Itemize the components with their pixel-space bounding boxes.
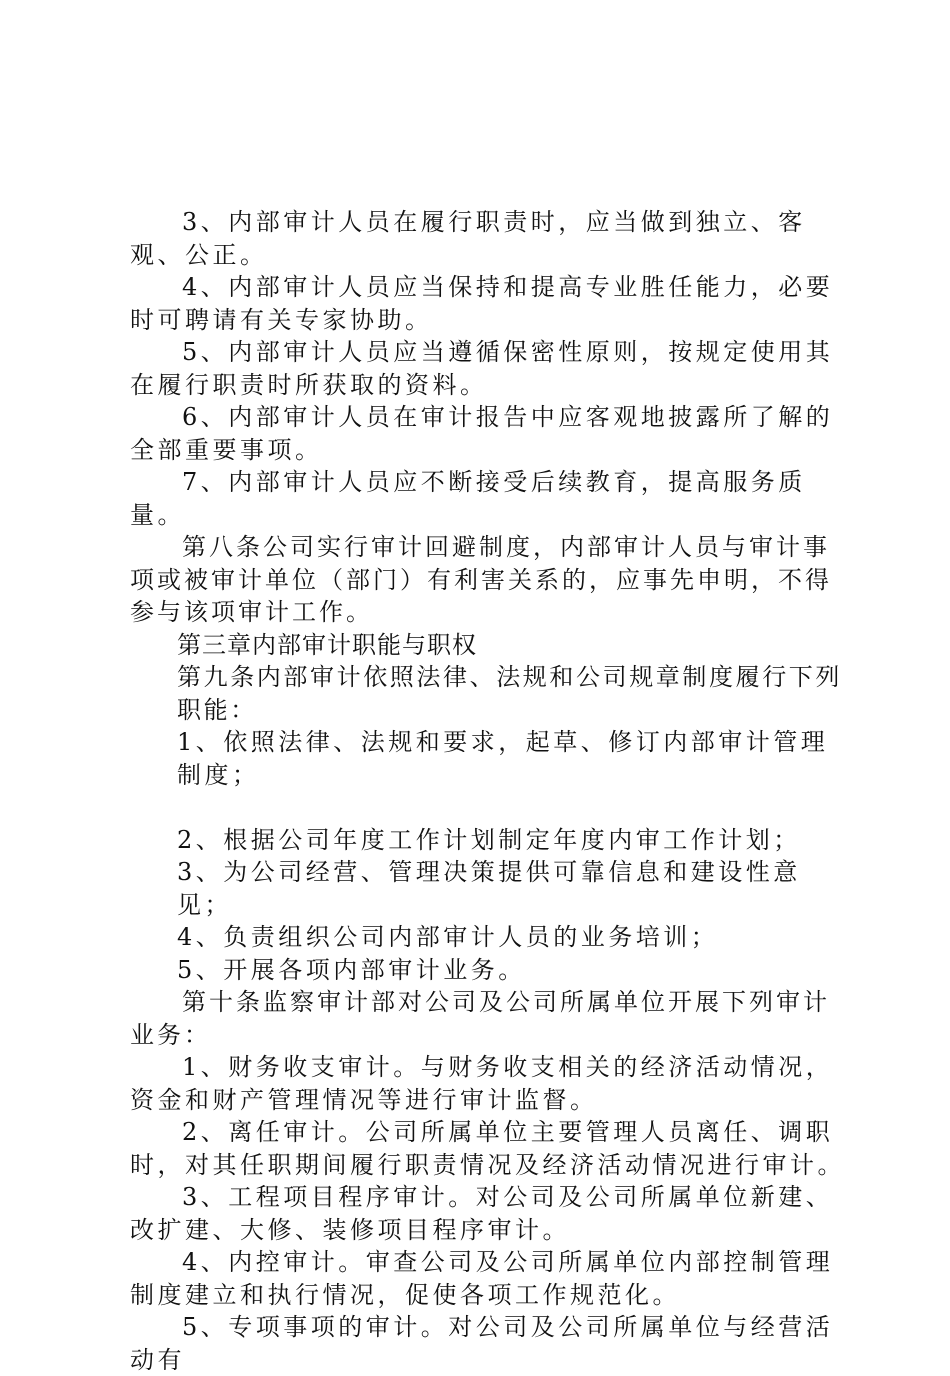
- function-item-4: 4、负责组织公司内部审计人员的业务培训；: [177, 923, 719, 951]
- blank-line: [130, 791, 846, 824]
- function-item-5: 5、开展各项内部审计业务。: [177, 955, 526, 984]
- paragraph-item-5: 5、内部审计人员应当遵循保密性原则，按规定使用其在履行职责时所获取的资料。: [130, 338, 834, 399]
- function-item-1: 1、依照法律、法规和要求，起草、修订内部审计管理制度；: [177, 728, 829, 789]
- paragraph-item-7: 7、内部审计人员应不断接受后续教育，提高服务质量。: [130, 468, 806, 529]
- function-item-3: 3、为公司经营、管理决策提供可靠信息和建设性意见；: [177, 858, 801, 919]
- audit-item-3: 3、工程项目程序审计。对公司及公司所属单位新建、改扩建、大修、装修项目程序审计。: [130, 1183, 834, 1244]
- audit-item-2: 2、离任审计。公司所属单位主要管理人员离任、调职时，对其任职期间履行职责情况及经济活动情况进行审计。: [130, 1118, 845, 1179]
- function-item-2: 2、根据公司年度工作计划制定年度内审工作计划；: [177, 825, 801, 854]
- article-nine: 第九条内部审计依照法律、法规和公司规章制度履行下列职能：: [177, 663, 842, 724]
- audit-item-5: 5、专项事项的审计。对公司及公司所属单位与经营活动有: [130, 1313, 834, 1374]
- chapter-three-heading: 第三章内部审计职能与职权: [177, 630, 477, 659]
- audit-item-4: 4、内控审计。审查公司及公司所属单位内部控制管理制度建立和执行情况，促使各项工作规范化。: [130, 1248, 834, 1309]
- document-body: [130, 206, 846, 1376]
- paragraph-item-3: 3、内部审计人员在履行职责时，应当做到独立、客观、公正。: [130, 208, 806, 269]
- audit-item-1: 1、财务收支审计。与财务收支相关的经济活动情况，资金和财产管理情况等进行审计监督。: [130, 1053, 834, 1114]
- paragraph-item-4: 4、内部审计人员应当保持和提高专业胜任能力，必要时可聘请有关专家协助。: [130, 273, 834, 334]
- paragraph-item-6: 6、内部审计人员在审计报告中应客观地披露所了解的全部重要事项。: [130, 403, 834, 464]
- article-eight: 第八条公司实行审计回避制度，内部审计人员与审计事项或被审计单位（部门）有利害关系的，应事先申明，不得参与该项审计工作。: [130, 533, 832, 626]
- article-ten: 第十条监察审计部对公司及公司所属单位开展下列审计业务：: [130, 988, 830, 1049]
